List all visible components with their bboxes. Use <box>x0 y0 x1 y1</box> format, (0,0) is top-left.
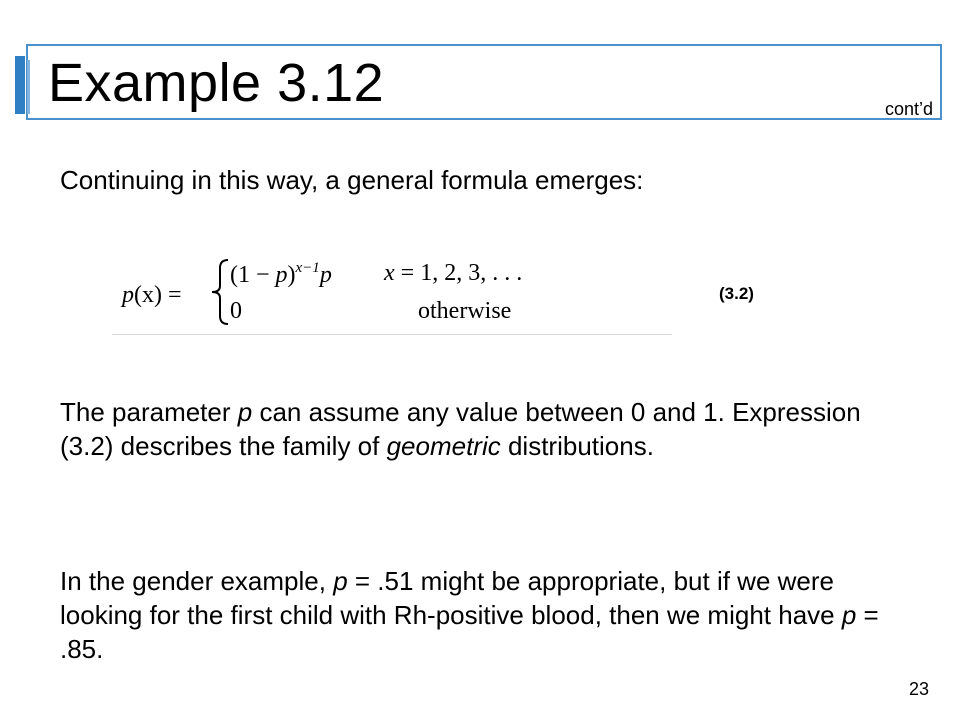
continued-label: cont’d <box>884 99 933 119</box>
para2-geometric: geometric <box>386 431 501 461</box>
formula-lhs-p: p <box>122 282 134 308</box>
para2-text-3: distributions. <box>500 431 654 461</box>
slide-title: Example 3.12 <box>48 53 385 113</box>
para3-text-2: = .51 might be appropriate, but if we were looking for the first child with Rh-positive blood, then we might have <box>60 566 842 630</box>
gender-example-paragraph <box>60 564 910 666</box>
formula-cond1-var: x <box>384 260 395 286</box>
formula-cond1-values: = 1, 2, 3, . . . <box>394 260 523 286</box>
formula-row1-p: p <box>275 262 288 288</box>
title-accent-bar <box>15 56 25 114</box>
formula-lhs-equals: = <box>161 282 182 308</box>
para2-text-2: can assume any value between 0 and 1. Expression (3.2) describes the family of <box>60 397 861 461</box>
formula-case-1 <box>230 260 332 289</box>
geometric-pmf-formula <box>112 252 672 334</box>
formula-row1-tail: p <box>319 262 332 288</box>
equation-number: (3.2) <box>719 284 754 303</box>
formula-row1-base: (1 − <box>230 262 276 288</box>
para3-p1: p <box>333 566 348 596</box>
parameter-paragraph <box>60 395 910 463</box>
page-number: 23 <box>908 679 929 699</box>
intro-paragraph: Continuing in this way, a general formula emerges: <box>60 165 644 195</box>
para2-p: p <box>237 397 253 427</box>
para2-text-1: The parameter <box>60 397 238 427</box>
left-brace-icon <box>208 258 232 326</box>
formula-condition-1 <box>384 260 522 287</box>
formula-row1-close: ) <box>287 262 296 288</box>
formula-condition-2: otherwise <box>418 298 512 324</box>
formula-lhs <box>122 282 182 309</box>
formula-row1-exponent: x−1 <box>295 260 320 276</box>
formula-lhs-x: (x) <box>134 282 162 308</box>
title-accent-stripe <box>27 60 30 114</box>
para3-text-1: In the gender example, <box>60 566 334 596</box>
formula-divider <box>112 334 672 335</box>
para3-p2: p <box>841 600 857 630</box>
formula-case-2: 0 <box>230 298 242 324</box>
para3-text-3: = .85. <box>60 600 879 664</box>
